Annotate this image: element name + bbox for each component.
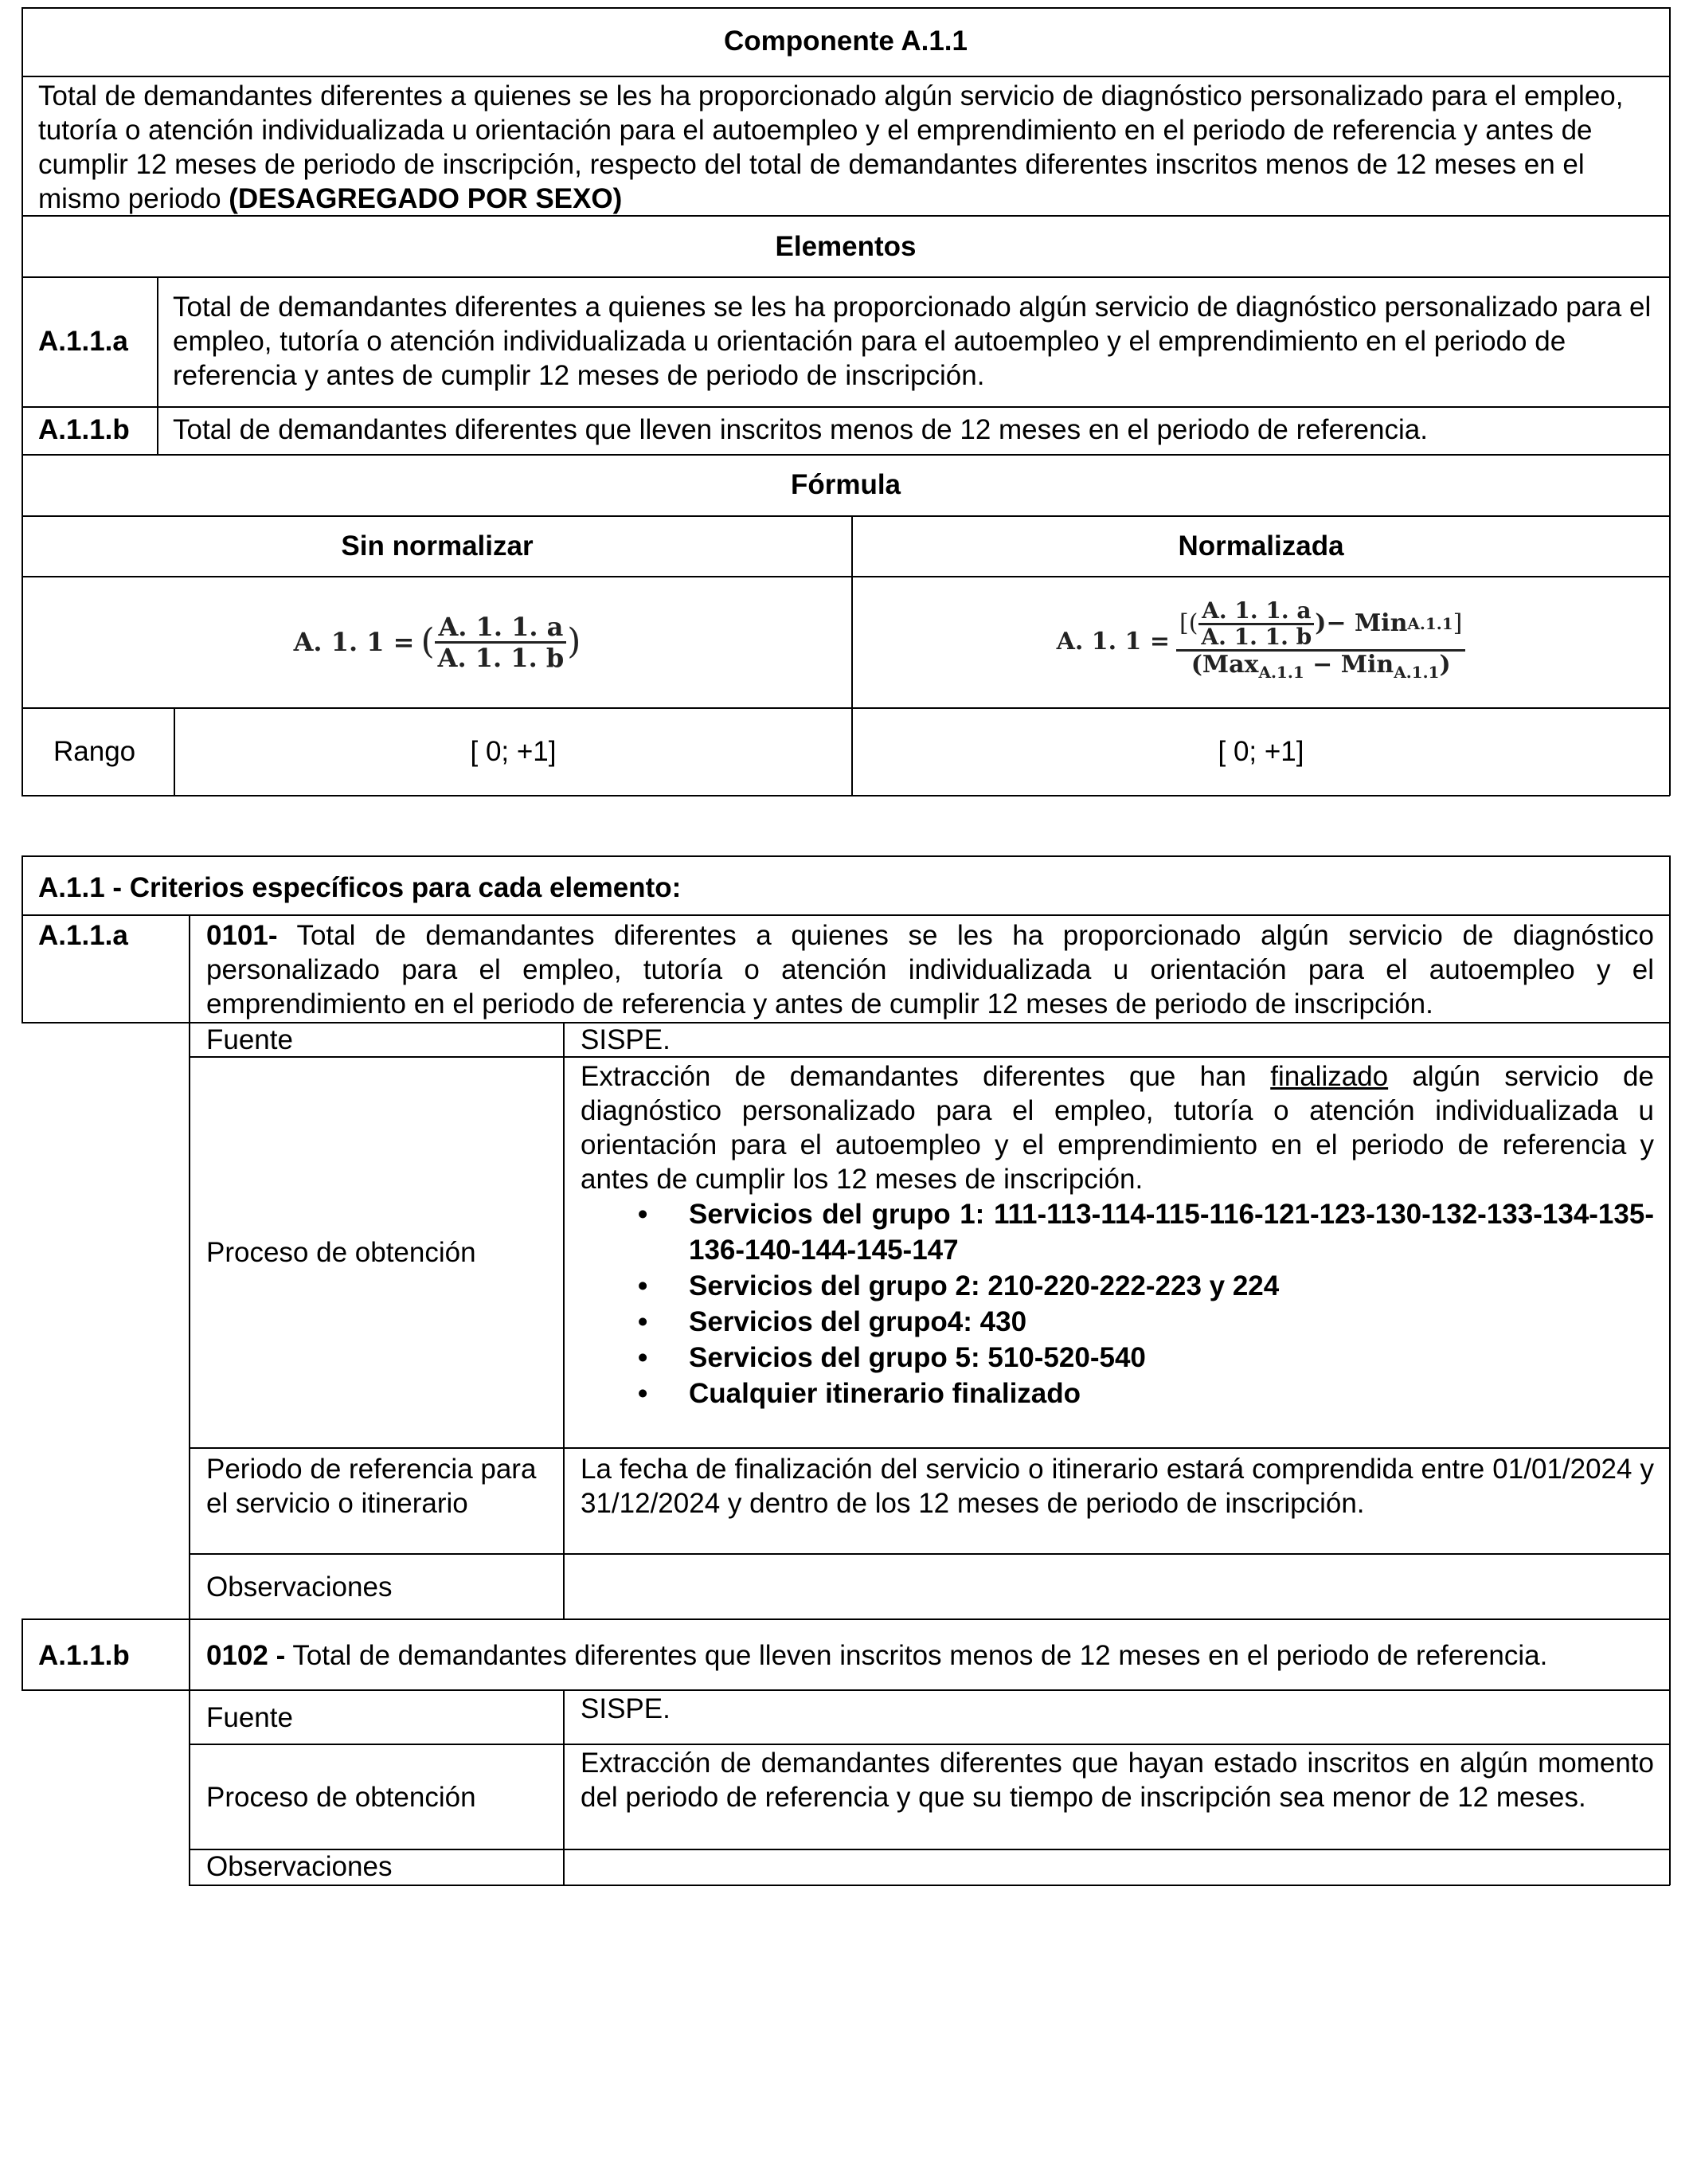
list-item: • Servicios del grupo 5: 510-520-540 [581, 1340, 1654, 1376]
periodo-label-a: Periodo de referencia para el servicio o itinerario [206, 1454, 537, 1519]
criteria-code-b: A.1.1.b [38, 1640, 130, 1671]
fuente-label-a: Fuente [206, 1024, 293, 1055]
element-code-a: A.1.1.a [38, 326, 128, 357]
proceso-label-b: Proceso de obtención [206, 1782, 476, 1813]
fuente-value-a: SISPE. [581, 1024, 671, 1055]
services-list [581, 1196, 1654, 1411]
underlined-finalizado: finalizado [1270, 1061, 1389, 1092]
criteria-code-a: A.1.1.a [38, 920, 128, 951]
rango-unnormalized: [ 0; +1] [470, 736, 557, 767]
proceso-value-b: Extracción de demandantes diferentes que hayan estado inscritos en algún momento del periodo de referencia y que su tiempo de inscripción sea menor de 12 meses. [581, 1748, 1654, 1813]
element-text-a: Total de demandantes diferentes a quienes se les ha proporcionado algún servicio de diagnóstico personalizado para el empleo, tutoría o atención individualizada u orientación para el autoempleo y el emprendimiento en el periodo de referencia y antes de cumplir 12 meses de periodo de inscripción. [173, 292, 1652, 391]
proceso-value-a: Extracción de demandantes diferentes que han finalizado algún servicio de diagnóstico personalizado para el empleo, tutoría o atención individualizada u orientación para el autoempleo y el emprendimiento en el periodo de referencia y antes de cumplir los 12 meses de inscripción. [581, 1061, 1654, 1195]
criteria-num-b: 0102 - [206, 1640, 286, 1671]
description-text: Total de demandantes diferentes a quienes se les ha proporcionado algún servicio de diagnóstico personalizado para el empleo, tutoría o atención individualizada u orientación para el autoempleo y el emprendimiento en el periodo de referencia y antes de cumplir 12 meses de periodo de inscripción, respecto del total de demandantes diferentes inscritos menos de 12 meses en el mismo periodo [38, 80, 1624, 214]
formula-norm-lhs: A. 1. 1 = [1056, 628, 1170, 656]
description-bold: (DESAGREGADO POR SEXO) [229, 183, 623, 214]
criteria-text-b: 0102 - Total de demandantes diferentes que lleven inscritos menos de 12 meses en el periodo de referencia. [206, 1640, 1548, 1671]
criteria-num-a: 0101- [206, 920, 278, 951]
component-description [38, 79, 1655, 216]
component-title: Componente A.1.1 [724, 25, 968, 57]
criteria-title: A.1.1 - Criterios específicos para cada elemento: [38, 872, 682, 903]
element-text-b: Total de demandantes diferentes que lleven inscritos menos de 12 meses en el periodo de referencia. [173, 414, 1428, 445]
formula-header: Fórmula [790, 469, 901, 500]
criteria-text-a: 0101- Total de demandantes diferentes a quienes se les ha proporcionado algún servicio de diagnóstico personalizado para el empleo, tutoría o atención individualizada u orientación para el autoempleo y el emprendimiento en el periodo de referencia y antes de cumplir 12 meses de periodo de inscripción. [206, 920, 1654, 1020]
normalized-fraction [1176, 599, 1465, 686]
elementos-header: Elementos [775, 231, 917, 262]
proceso-label-a: Proceso de obtención [206, 1237, 476, 1268]
periodo-value-a: La fecha de finalización del servicio o itinerario estará comprendida entre 01/01/2024 y 31/12/2024 y dentro de los 12 meses de periodo de inscripción. [581, 1454, 1654, 1519]
list-item: • Servicios del grupo 2: 210-220-222-223 y 224 [581, 1268, 1654, 1304]
list-item: • Servicios del grupo4: 430 [581, 1304, 1654, 1340]
observaciones-label-b: Observaciones [206, 1851, 393, 1882]
rango-label: Rango [53, 736, 136, 767]
normalized-numerator: [( $\frac{A. 1. 1. a}{A. 1. 1. b}$ )− Min A.1.1 ] [1176, 599, 1465, 652]
fraction-denominator: A. 1. 1. b [437, 642, 565, 673]
fraction-numerator: A. 1. 1. a [435, 613, 566, 644]
list-item: • Servicios del grupo 1: 111-113-114-115-116-121-123-130-132-133-134-135-136-140-144-145-147 [581, 1196, 1654, 1268]
normalizada-header: Normalizada [1178, 530, 1344, 562]
sin-normalizar-header: Sin normalizar [341, 530, 534, 562]
list-item: • Cualquier itinerario finalizado [581, 1376, 1654, 1411]
rango-normalized: [ 0; +1] [1218, 736, 1304, 767]
observaciones-label-a: Observaciones [206, 1571, 393, 1603]
formula-normalized [853, 577, 1669, 706]
fuente-value-b: SISPE. [581, 1693, 671, 1724]
fuente-label-b: Fuente [206, 1702, 293, 1733]
formula-unnormalized: A. 1. 1 = ( $\frac{A. 1. 1. a}{A. 1. 1. b}$ ) [293, 611, 581, 673]
formula-lhs: A. 1. 1 = [293, 627, 415, 657]
element-code-b: A.1.1.b [38, 414, 130, 445]
normalized-denominator: (Max$_{A.1.1}$ − Min$_{A.1.1}$) [1191, 650, 1451, 682]
fraction [435, 613, 568, 672]
